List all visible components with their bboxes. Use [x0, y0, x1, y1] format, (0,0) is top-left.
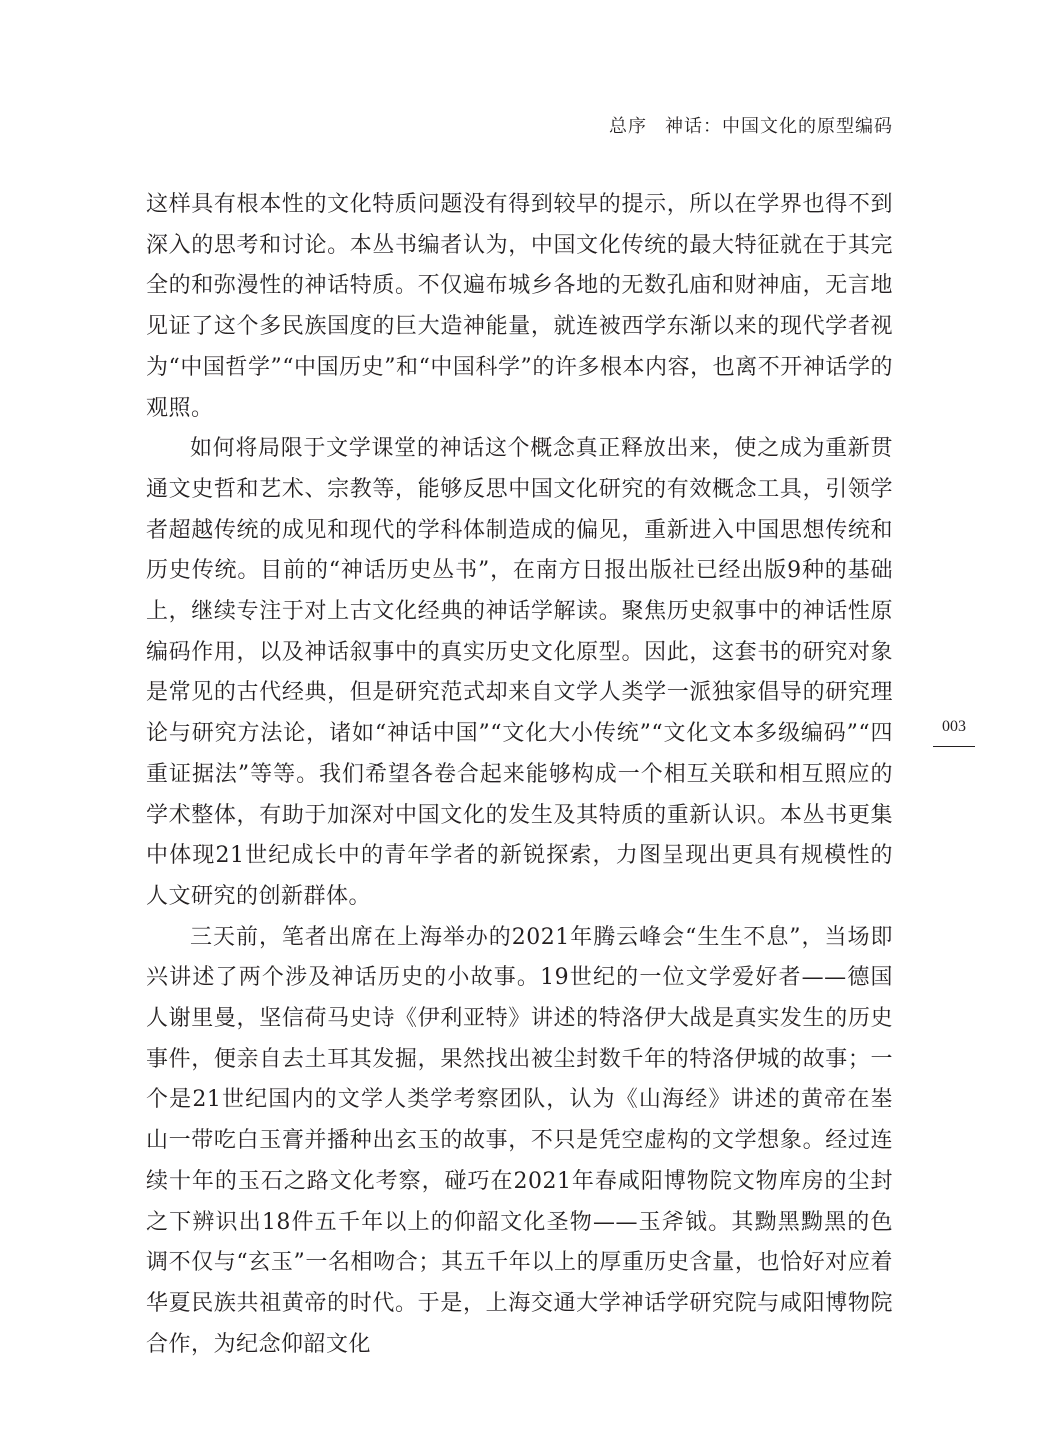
header-chapter-title: 神话：中国文化的原型编码	[665, 116, 893, 137]
running-header	[609, 112, 893, 138]
paragraph-2: 如何将局限于文学课堂的神话这个概念真正释放出来，使之成为重新贯通文史哲和艺术、宗教等，能够反思中国文化研究的有效概念工具，引领学者超越传统的成见和现代的学科体制造成的偏见，重新进入中国思想传统和历史传统。目前的“神话历史丛书”，在南方日报出版社已经出版9种的基础上，继续专注于对上古文化经典的神话学解读。聚焦历史叙事中的神话性原编码作用，以及神话叙事中的真实历史文化原型。因此，这套书的研究对象是常见的古代经典，但是研究范式却来自文学人类学一派独家倡导的研究理论与研究方法论，诸如“神话中国”“文化大小传统”“文化文本多级编码”“四重证据法”等等。我们希望各卷合起来能够构成一个相互关联和相互照应的学术整体，有助于加深对中国文化的发生及其特质的重新认识。本丛书更集中体现21世纪成长中的青年学者的新锐探索，力图呈现出更具有规模性的人文研究的创新群体。	[146, 436, 893, 909]
paragraph-3: 三天前，笔者出席在上海举办的2021年腾云峰会“生生不息”，当场即兴讲述了两个涉及神话历史的小故事。19世纪的一位文学爱好者——德国人谢里曼，坚信荷马史诗《伊利亚特》讲述的特洛伊大战是真实发生的历史事件，便亲自去土耳其发掘，果然找出被尘封数千年的特洛伊城的故事；一个是21世纪国内的文学人类学考察团队，认为《山海经》讲述的黄帝在峚山一带吃白玉膏并播种出玄玉的故事，不只是凭空虚构的文学想象。经过连续十年的玉石之路文化考察，碰巧在2021年春咸阳博物院文物库房的尘封之下辨识出18件五千年以上的仰韶文化圣物——玉斧钺。其黝黑黝黑的色调不仅与“玄玉”一名相吻合；其五千年以上的厚重历史含量，也恰好对应着华夏民族共祖黄帝的时代。于是，上海交通大学神话学研究院与咸阳博物院合作，为纪念仰韶文化	[146, 924, 893, 1357]
body-text	[146, 185, 893, 1365]
page-number-rule	[933, 746, 975, 747]
paragraph-1: 这样具有根本性的文化特质问题没有得到较早的提示，所以在学界也得不到深入的思考和讨论。本丛书编者认为，中国文化传统的最大特征就在于其完全的和弥漫性的神话特质。不仅遍布城乡各地的无数孔庙和财神庙，无言地见证了这个多民族国度的巨大造神能量，就连被西学东渐以来的现代学者视为“中国哲学”“中国历史”和“中国科学”的许多根本内容，也离不开神话学的观照。	[146, 192, 893, 421]
page-number: 003	[942, 718, 966, 735]
header-section-label: 总序	[609, 116, 647, 137]
